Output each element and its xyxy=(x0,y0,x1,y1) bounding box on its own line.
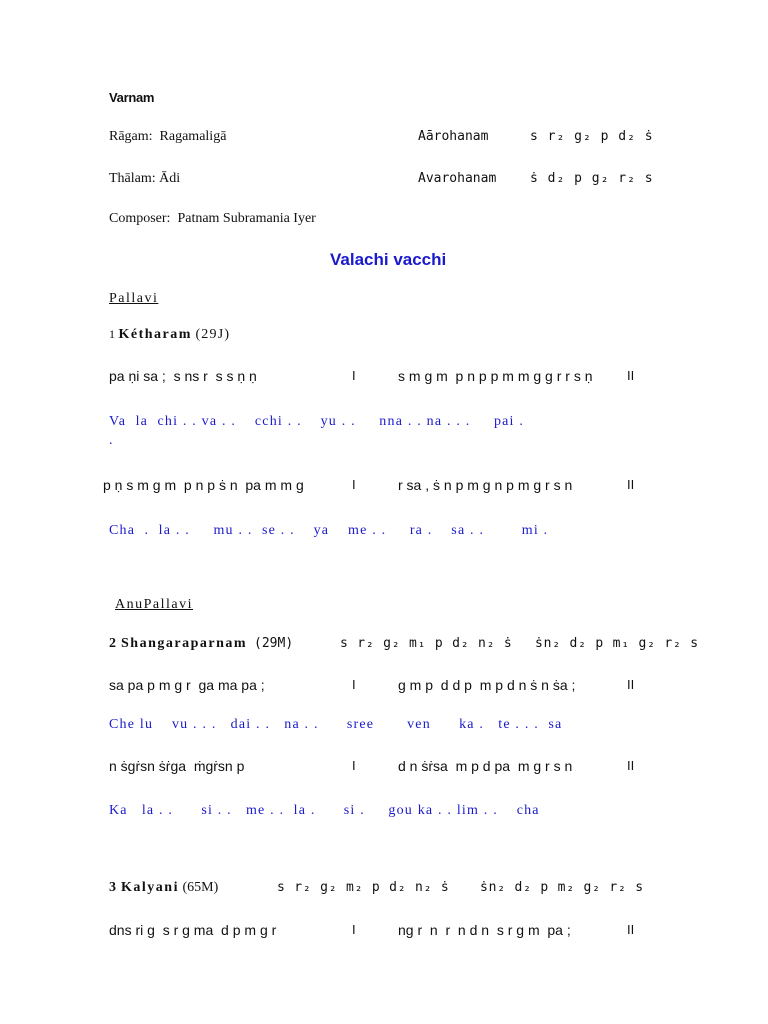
lyric-line: Va la chi . . va . . cchi . . yu . . nna . . na . . . pai . xyxy=(109,414,525,429)
bar-separator: I xyxy=(352,368,356,383)
raga-code: (29M) xyxy=(254,636,294,651)
bar-separator: I xyxy=(352,677,356,692)
raga-scale-up: s r₂ g₂ m₂ p d₂ n₂ ṡ xyxy=(277,880,450,895)
swara-line-left: p ṇ s m g m p n p ṡ n pa m m g xyxy=(103,477,304,493)
double-bar: II xyxy=(627,677,635,692)
bar-separator: I xyxy=(352,758,356,773)
raga-scale-up: s r₂ g₂ m₁ p d₂ n₂ ṡ xyxy=(340,636,513,651)
double-bar: II xyxy=(627,758,635,773)
raga-name: Shangaraparnam xyxy=(121,636,248,651)
double-bar: II xyxy=(627,477,635,492)
swara-line-right: ng r n r n d n s r g m pa ; xyxy=(398,922,571,938)
lyric-line: Ka la . . si . . me . . la . si . gou ka . . lim . . cha xyxy=(109,803,540,818)
bar-separator: I xyxy=(352,477,356,492)
avarohanam-label: Avarohanam xyxy=(418,171,497,186)
lyric-line: Che lu vu . . . dai . . na . . sree ven ka . te . . . sa xyxy=(109,717,563,732)
thalam-line: Thālam: Ādi xyxy=(109,171,181,186)
raga-code: (29J) xyxy=(195,327,231,342)
double-bar: II xyxy=(627,922,635,937)
form-label: Varnam xyxy=(109,90,155,105)
aarohanam-label: Aārohanam xyxy=(418,129,489,144)
swara-line-right: d n ṡṙsa m p d pa m g r s n xyxy=(398,758,573,774)
raga-number: 3 xyxy=(109,880,118,895)
raga-heading-2 xyxy=(109,636,293,652)
raga-scale-down: ṡn₂ d₂ p m₁ g₂ r₂ s xyxy=(535,636,699,651)
lyric-continuation: . xyxy=(109,433,114,448)
swara-line-left: pa ṇi sa ; s ns r s s ṇ ṇ xyxy=(109,368,257,384)
raga-name: Kétharam xyxy=(118,327,192,342)
swara-line-right: s m g m p n p p m m g g r r s ṇ xyxy=(398,368,593,384)
bar-separator: I xyxy=(352,922,356,937)
raga-code: (65M) xyxy=(182,880,219,895)
swara-line-right: g m p d d p m p d n ṡ n ṡa ; xyxy=(398,677,576,693)
swara-line-left: sa pa p m g r ga ma pa ; xyxy=(109,677,265,693)
section-heading-anupallavi: AnuPallavi xyxy=(115,597,193,612)
double-bar: II xyxy=(627,368,635,383)
raga-heading-1 xyxy=(109,327,230,343)
avarohanam-value: ṡ d₂ p g₂ r₂ s xyxy=(530,171,654,186)
swara-line-left: dns ri g s r g ma d p m g r xyxy=(109,922,277,938)
raga-name: Kalyani xyxy=(121,880,179,895)
aarohanam-value: s r₂ g₂ p d₂ ṡ xyxy=(530,129,654,144)
raga-number: 2 xyxy=(109,636,118,651)
raga-number: 1 xyxy=(109,327,115,341)
section-heading-pallavi: Pallavi xyxy=(109,291,159,306)
raga-scale-down: ṡn₂ d₂ p m₂ g₂ r₂ s xyxy=(480,880,644,895)
composer-line: Composer: Patnam Subramania Iyer xyxy=(109,211,316,226)
raga-heading-3 xyxy=(109,880,218,896)
ragam-line: Rāgam: Ragamaligā xyxy=(109,129,227,144)
swara-line-left: n ṡgṙsn ṡṙga ṁgṙsn p xyxy=(109,758,245,774)
swara-line-right: r sa , ṡ n p m g n p m g r s n xyxy=(398,477,573,493)
page-title: Valachi vacchi xyxy=(330,250,447,269)
lyric-line: Cha . la . . mu . . se . . ya me . . ra . sa . . mi . xyxy=(109,523,549,538)
